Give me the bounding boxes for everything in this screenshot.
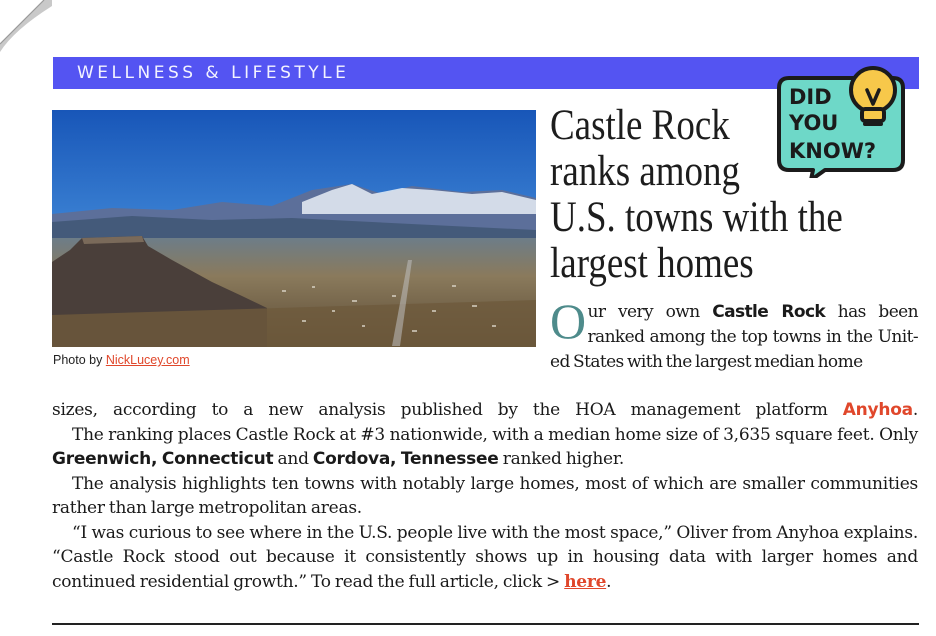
p2-and: and <box>277 449 309 469</box>
castle-rock-photo <box>52 110 536 347</box>
p1-end: . <box>912 400 919 420</box>
photo-credit <box>53 353 190 367</box>
drop-cap: O <box>550 293 586 349</box>
paragraph-4 <box>52 521 918 595</box>
read-more-link[interactable]: here <box>564 571 607 592</box>
article-lead-paragraph <box>550 293 918 375</box>
badge-word-did: DID <box>789 85 832 109</box>
badge-word-know: KNOW? <box>789 139 877 163</box>
headline-line-2: ranks among <box>550 148 740 195</box>
paragraph-1-continuation <box>52 398 918 423</box>
page-curl-corner <box>0 0 52 52</box>
p4-text: “I was curious to see where in the U.S. people live with the most space,” Oliver from Anyhoa explains. “Castle Rock stood out because it consistently shows up in housing data with larger homes and continued residential growth.” To read the full article, click > <box>52 522 918 592</box>
section-banner-label: WELLNESS & LIFESTYLE <box>77 63 350 83</box>
headline-line-4: largest homes <box>550 240 754 287</box>
headline-line-3: U.S. towns with the <box>550 194 843 241</box>
lead-text-a: ur very own <box>587 302 700 322</box>
headline-line-1: Castle Rock <box>550 102 730 149</box>
greenwich-bold: Greenwich, Connecticut <box>52 449 274 469</box>
anyhoa-brand: Anyhoa <box>842 400 913 420</box>
photo-credit-link[interactable]: NickLucey.com <box>105 353 190 367</box>
lead-text-b: has been ranked among the top towns in the Unit-ed States with the largest median home <box>550 302 918 372</box>
p1-text: sizes, according to a new analysis published by the HOA management platform <box>52 400 828 420</box>
p2-text: The ranking places Castle Rock at #3 nationwide, with a median home size of 3,635 square feet. Only <box>72 424 918 445</box>
p2-end: ranked higher. <box>502 449 625 469</box>
badge-word-you: YOU <box>789 111 839 135</box>
paragraph-2 <box>52 423 918 472</box>
photo-credit-prefix: Photo by <box>53 353 103 367</box>
lead-bold-castle-rock: Castle Rock <box>712 302 826 322</box>
p4-end: . <box>606 571 612 592</box>
did-you-know-badge <box>773 60 909 178</box>
cordova-bold: Cordova, Tennessee <box>312 449 499 469</box>
paragraph-3: The analysis highlights ten towns with notably large homes, most of which are smaller communities rather than large metropolitan areas. <box>52 473 918 518</box>
article-body <box>52 398 918 594</box>
bottom-divider <box>52 623 919 625</box>
